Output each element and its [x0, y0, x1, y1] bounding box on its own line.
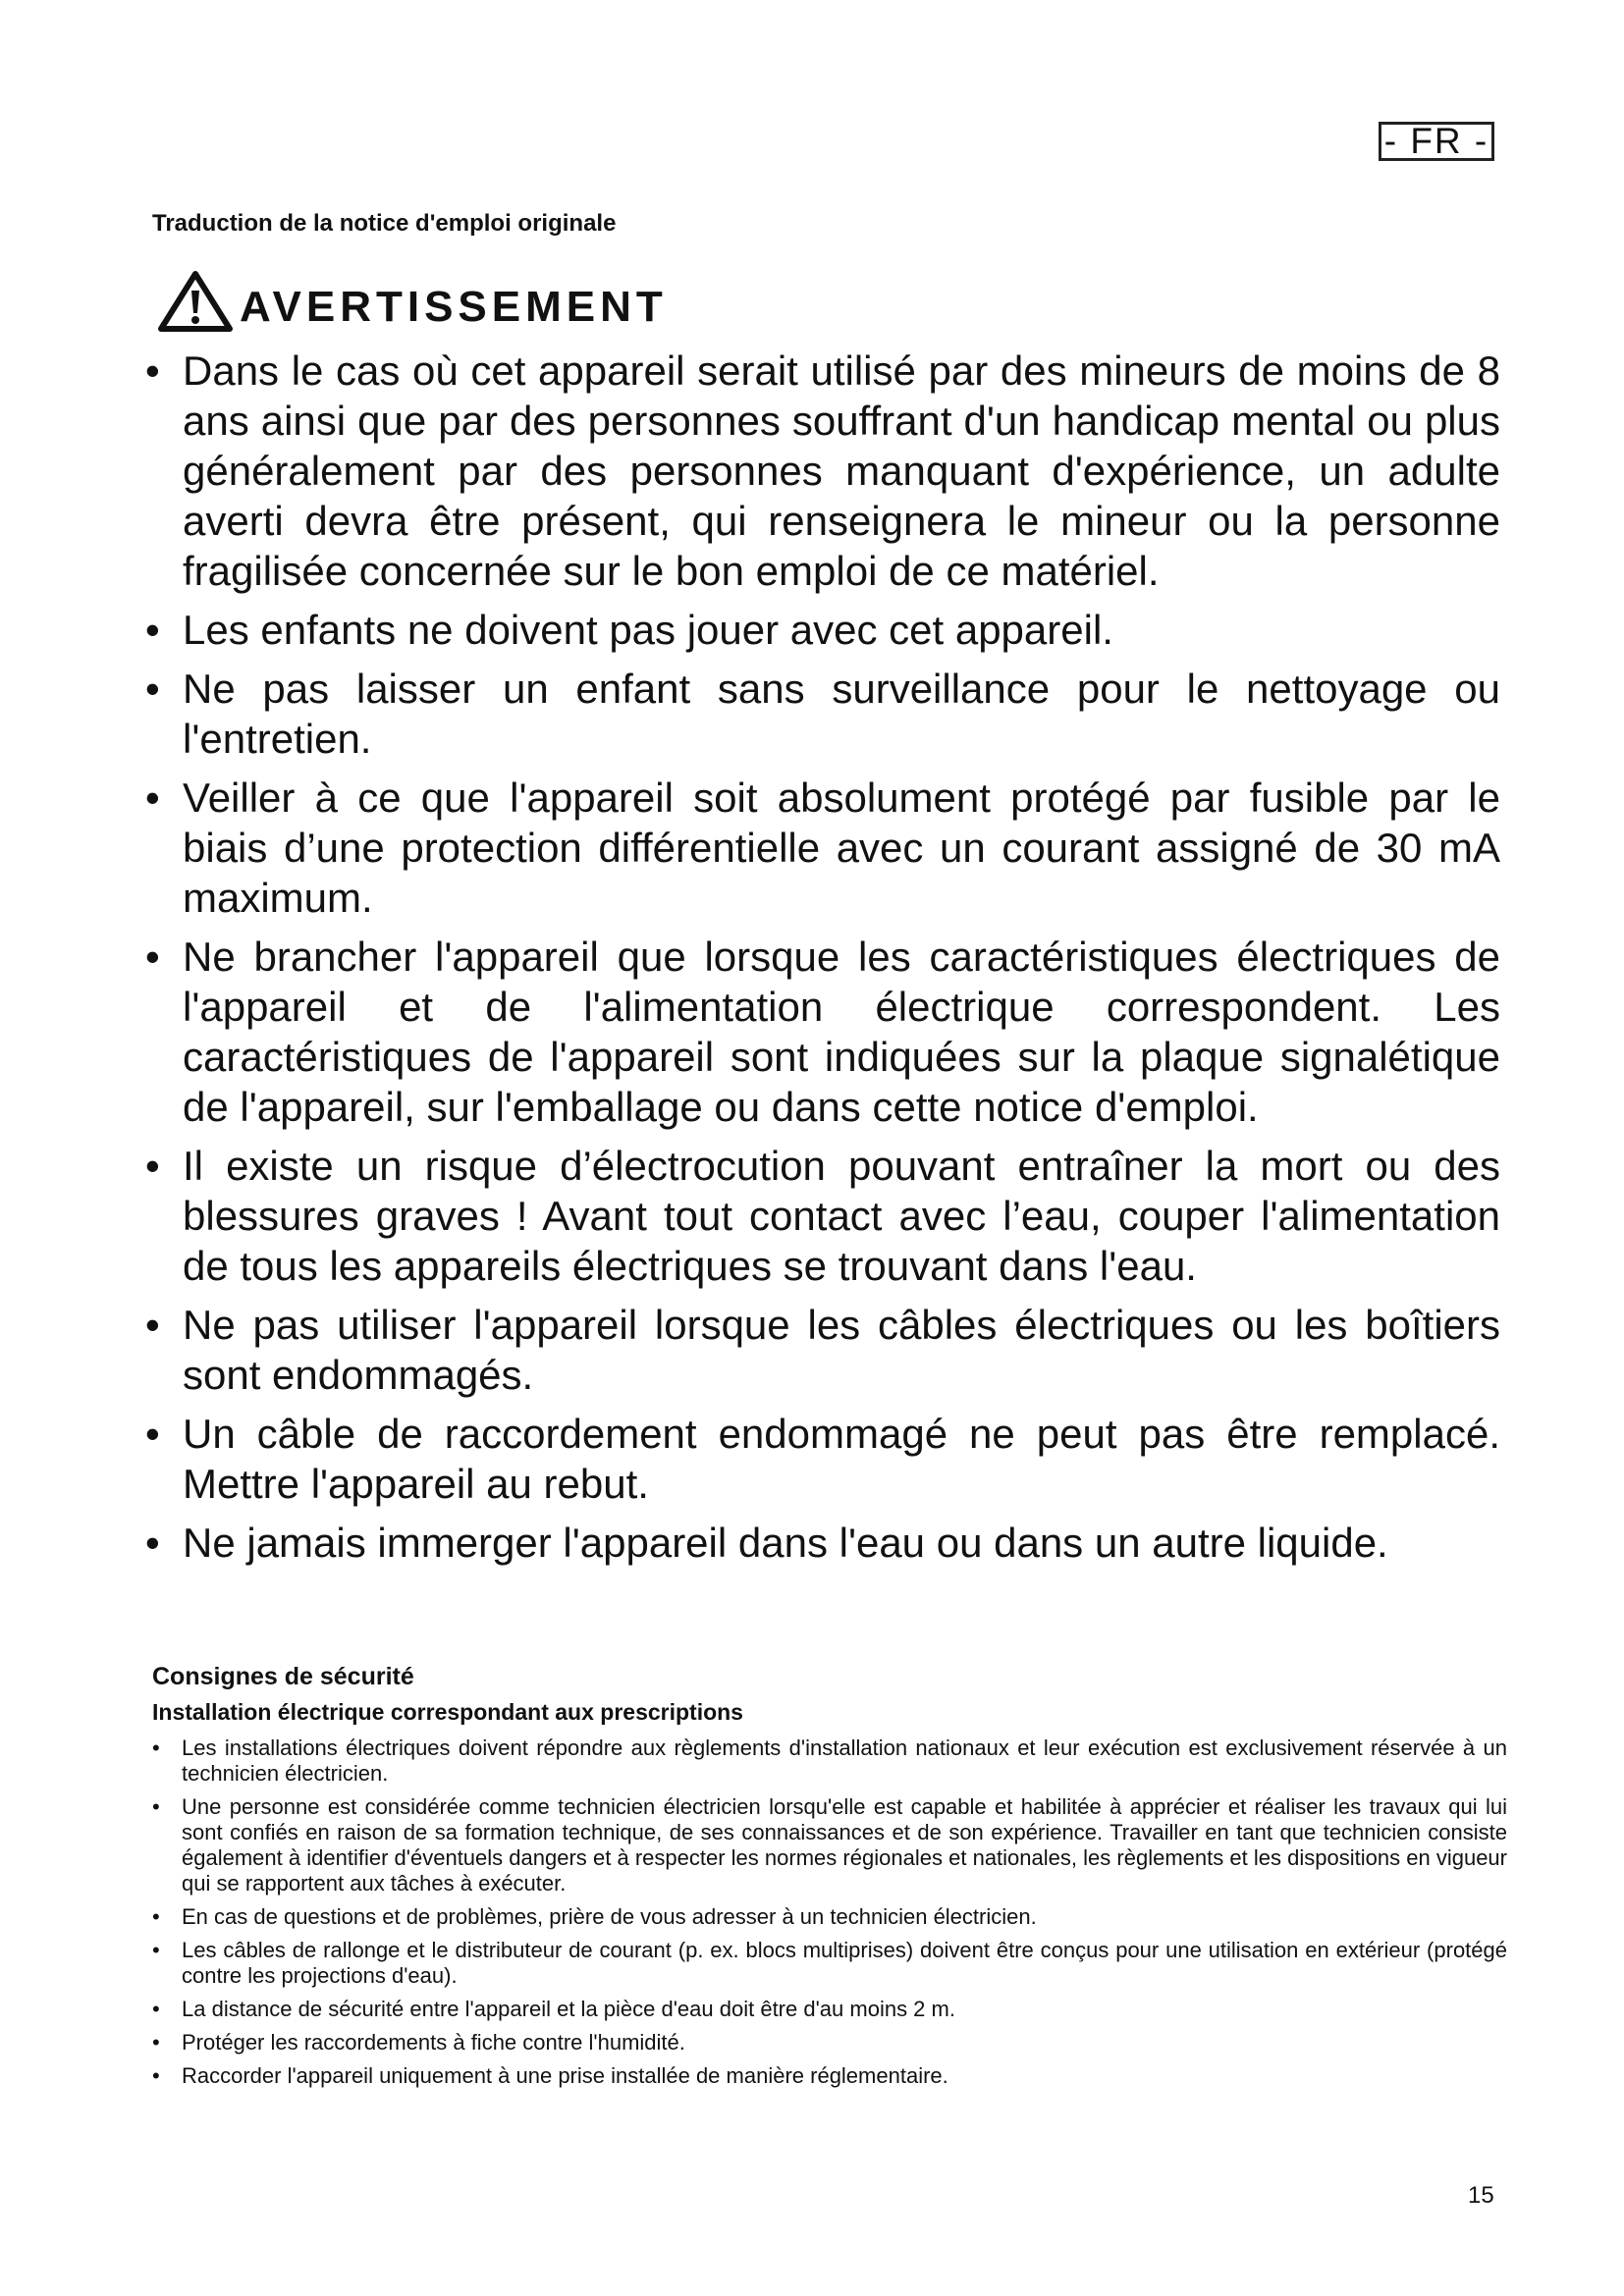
- safety-item: • La distance de sécurité entre l'appareil et la pièce d'eau doit être d'au moins 2 m.: [152, 1997, 1507, 2022]
- safety-title: Consignes de sécurité: [152, 1663, 414, 1690]
- safety-item: • Raccorder l'appareil uniquement à une prise installée de manière réglementaire.: [152, 2063, 1507, 2089]
- language-badge: - FR -: [1379, 122, 1494, 161]
- safety-item: • En cas de questions et de problèmes, prière de vous adresser à un technicien électricien.: [152, 1904, 1507, 1930]
- warning-item: • Ne brancher l'appareil que lorsque les caractéristiques électriques de l'appareil et de l'alimentation électrique correspondent. Les caractéristiques de l'appareil sont indiquées sur la plaque signalétique de l'appareil, sur l'emballage ou dans cette notice d'emploi.: [145, 932, 1500, 1132]
- safety-item: • Protéger les raccordements à fiche contre l'humidité.: [152, 2030, 1507, 2056]
- warning-item: • Il existe un risque d’électrocution pouvant entraîner la mort ou des blessures graves ! Avant tout contact avec l’eau, couper l'alimentation de tous les appareils électriques se trouvant dans l'eau.: [145, 1141, 1500, 1291]
- warning-item: • Veiller à ce que l'appareil soit absolument protégé par fusible par le biais d’une protection différentielle avec un courant assigné de 30 mA maximum.: [145, 773, 1500, 923]
- safety-section: [152, 1663, 1507, 2097]
- page-number: 15: [1468, 2182, 1494, 2209]
- safety-item: • Les installations électriques doivent répondre aux règlements d'installation nationaux et leur exécution est exclusivement réservée à un technicien électricien.: [152, 1735, 1507, 1787]
- safety-item: • Les câbles de rallonge et le distributeur de courant (p. ex. blocs multiprises) doivent être conçus pour une utilisation en extérieur (protégé contre les projections d'eau).: [152, 1938, 1507, 1989]
- warning-item: • Dans le cas où cet appareil serait utilisé par des mineurs de moins de 8 ans ainsi que par des personnes souffrant d'un handicap mental ou plus généralement par des personnes manquant d'expérience, un adulte averti devra être présent, qui renseignera le mineur ou la personne fragilisée concernée sur le bon emploi de ce matériel.: [145, 346, 1500, 596]
- warning-title: AVERTISSEMENT: [240, 283, 668, 331]
- document-subtitle: Traduction de la notice d'emploi originale: [152, 210, 617, 237]
- warning-header: [157, 267, 668, 336]
- warning-item: • Ne pas laisser un enfant sans surveillance pour le nettoyage ou l'entretien.: [145, 664, 1500, 764]
- warning-item: • Ne pas utiliser l'appareil lorsque les câbles électriques ou les boîtiers sont endommagés.: [145, 1300, 1500, 1400]
- warning-list: [145, 346, 1500, 1576]
- warning-triangle-icon: [157, 269, 234, 334]
- safety-subtitle: Installation électrique correspondant aux prescriptions: [152, 1699, 743, 1725]
- safety-list: [152, 1735, 1507, 2089]
- warning-item: • Un câble de raccordement endommagé ne peut pas être remplacé. Mettre l'appareil au rebut.: [145, 1409, 1500, 1509]
- warning-item: • Les enfants ne doivent pas jouer avec cet appareil.: [145, 605, 1500, 655]
- warning-item: • Ne jamais immerger l'appareil dans l'eau ou dans un autre liquide.: [145, 1518, 1500, 1568]
- safety-item: • Une personne est considérée comme technicien électricien lorsqu'elle est capable et habilitée à apprécier et réaliser les travaux qui lui sont confiés en raison de sa formation technique, de ses connaissances et de son expérience. Travailler en tant que technicien consiste également à identifier d'éventuels dangers et à respecter les normes régionales et nationales, les règlements et les dispositions en vigueur qui se rapportent aux tâches à exécuter.: [152, 1794, 1507, 1896]
